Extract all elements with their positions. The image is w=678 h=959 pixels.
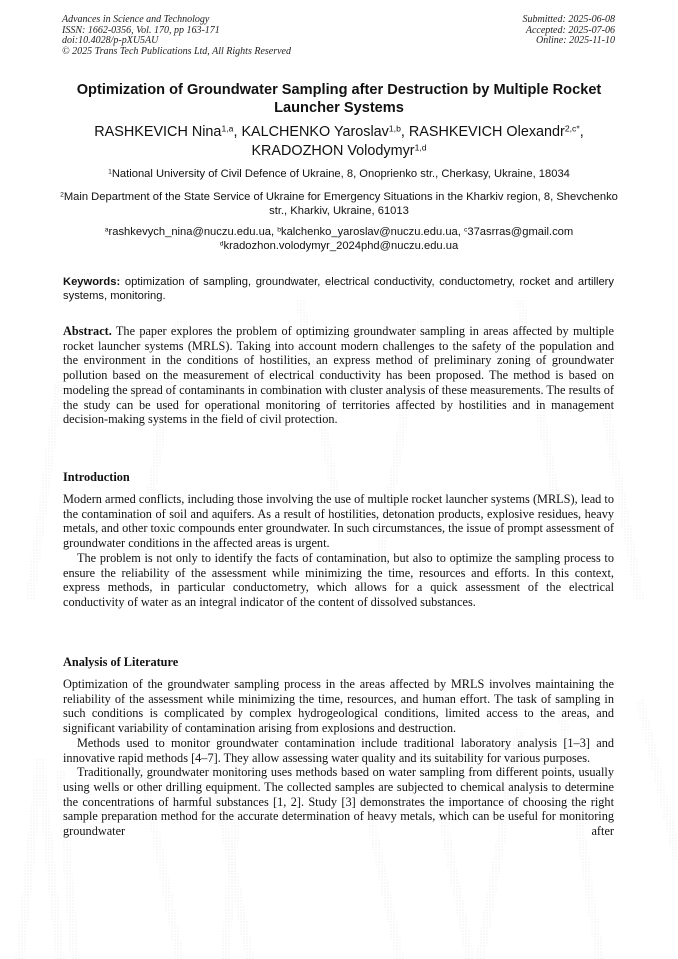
section-literature [63,677,614,839]
keywords-label: Keywords: [63,276,121,288]
author-list [56,123,622,161]
paragraph: Traditionally, groundwater monitoring uses methods based on water sampling from different points, usually using wells or other drilling equipment. The collected samples are subjected to chemical analysis to determine the concentrations of harmful substances [1, 2]. Study [3] demonstrates the importance of choosing the right sample preparation method for the accurate determination of heavy metals, which can be useful for monitoring groundwater after [63,765,614,839]
paragraph: The problem is not only to identify the facts of contamination, but also to optimize the sampling process to ensure the reliability of the assessment while minimizing the time, resources and efforts. In this context, express methods, in particular conductometry, which allows for a quick assessment of the electrical conductivity of water as an integral indicator of the content of dissolved substances. [63,550,614,609]
online-date: Online: 2025-11-10 [536,35,615,46]
publication-dates [523,15,616,47]
affiliation: $^1$National University of Civil Defence of Ukraine, 8, Onoprienko str., Cherkasy, Ukraine, 18034 [108,168,570,180]
abstract-label: Abstract. [63,324,112,338]
keywords-text: optimization of sampling, groundwater, electrical conductivity, conductometry, rocket and artillery systems, monitoring. [63,276,614,302]
journal-info [62,15,291,57]
submitted-date: Submitted: 2025-06-08 [522,14,615,25]
email-link[interactable]: $^b$kalchenko_yaroslav@nuczu.edu.ua [277,226,458,238]
paragraph: Optimization of the groundwater sampling process in the areas affected by MRLS involves maintaining the reliability of the assessment while minimizing the time, resources, and human effort. The task of sampling in such conditions is complicated by complex hydrogeological conditions, limited access to the areas, and significant variability of contamination arising from explosions and destruction. [63,677,614,736]
paragraph: Modern armed conflicts, including those involving the use of multiple rocket launcher systems (MRLS), lead to the contamination of soil and aquifers. As a result of hostilities, detonation products, explosive residues, heavy metals, and other toxic compounds enter groundwater. In such circumstances, the issue of prompt assessment of groundwater conditions in the affected areas is urgent. [63,492,614,551]
paragraph: Methods used to monitor groundwater contamination include traditional laboratory analysis [1–3] and innovative rapid methods [4–7]. They allow assessing water quality and its suitability for various purposes. [63,735,614,765]
journal-copyright: © 2025 Trans Tech Publications Ltd, All Rights Reserved [62,45,291,57]
email-link[interactable]: $^c$37asrras@gmail.com [464,226,574,238]
author-emails: $^a$rashkevych_nina@nuczu.edu.ua, $^b$kalchenko_yaroslav@nuczu.edu.ua, $^c$37asrras@gmail.com $^d$kradozhon.volodymyr_2024phd@nuczu.edu.ua [104,226,574,252]
section-heading-literature: Analysis of Literature [63,655,179,669]
abstract [63,324,614,427]
accepted-date: Accepted: 2025-07-06 [525,24,615,36]
email-link[interactable]: $^a$rashkevych_nina@nuczu.edu.ua [104,226,272,238]
journal-doi[interactable]: doi:10.4028/p-pXU5AU [62,35,159,46]
author: RASHKEVICH Olexandr$^{2,c*}$, [408,123,584,140]
section-heading-introduction: Introduction [63,470,130,484]
section-introduction [63,492,614,610]
author: KRADOZHON Volodymyr$^{1,d}$ [251,142,427,159]
journal-name: Advances in Science and Technology [62,14,210,25]
abstract-text: The paper explores the problem of optimizing groundwater sampling in areas affected by multiple rocket launcher systems (MRLS). Taking into account modern challenges to the safety of the population and the environment in the conditions of hostilities, an express method of preliminary zoning of groundwater pollution based on the measurement of electrical conductivity has been proposed. The method is based on modeling the spread of contaminants in combination with cluster analysis of these measurements. The results of the study can be used for operational monitoring of territories affected by hostilities and in management decision-making systems in the field of civil protection. [63,324,614,427]
author: KALCHENKO Yaroslav$^{1,b}$, [241,123,409,140]
keywords [63,275,614,303]
paper-title: Optimization of Groundwater Sampling after Destruction by Multiple Rocket Launcher Systems [76,82,602,116]
affiliation: $^2$Main Department of the State Service of Ukraine for Emergency Situations in the Kharkiv region, 8, Shevchenko str., Kharkiv, Ukraine, 61013 [60,191,618,217]
email-link[interactable]: $^d$kradozhon.volodymyr_2024phd@nuczu.edu.ua [219,240,459,252]
author: RASHKEVICH Nina$^{1,a}$, [94,123,242,140]
journal-issn: ISSN: 1662-0356, Vol. 170, pp 163-171 [62,24,220,36]
